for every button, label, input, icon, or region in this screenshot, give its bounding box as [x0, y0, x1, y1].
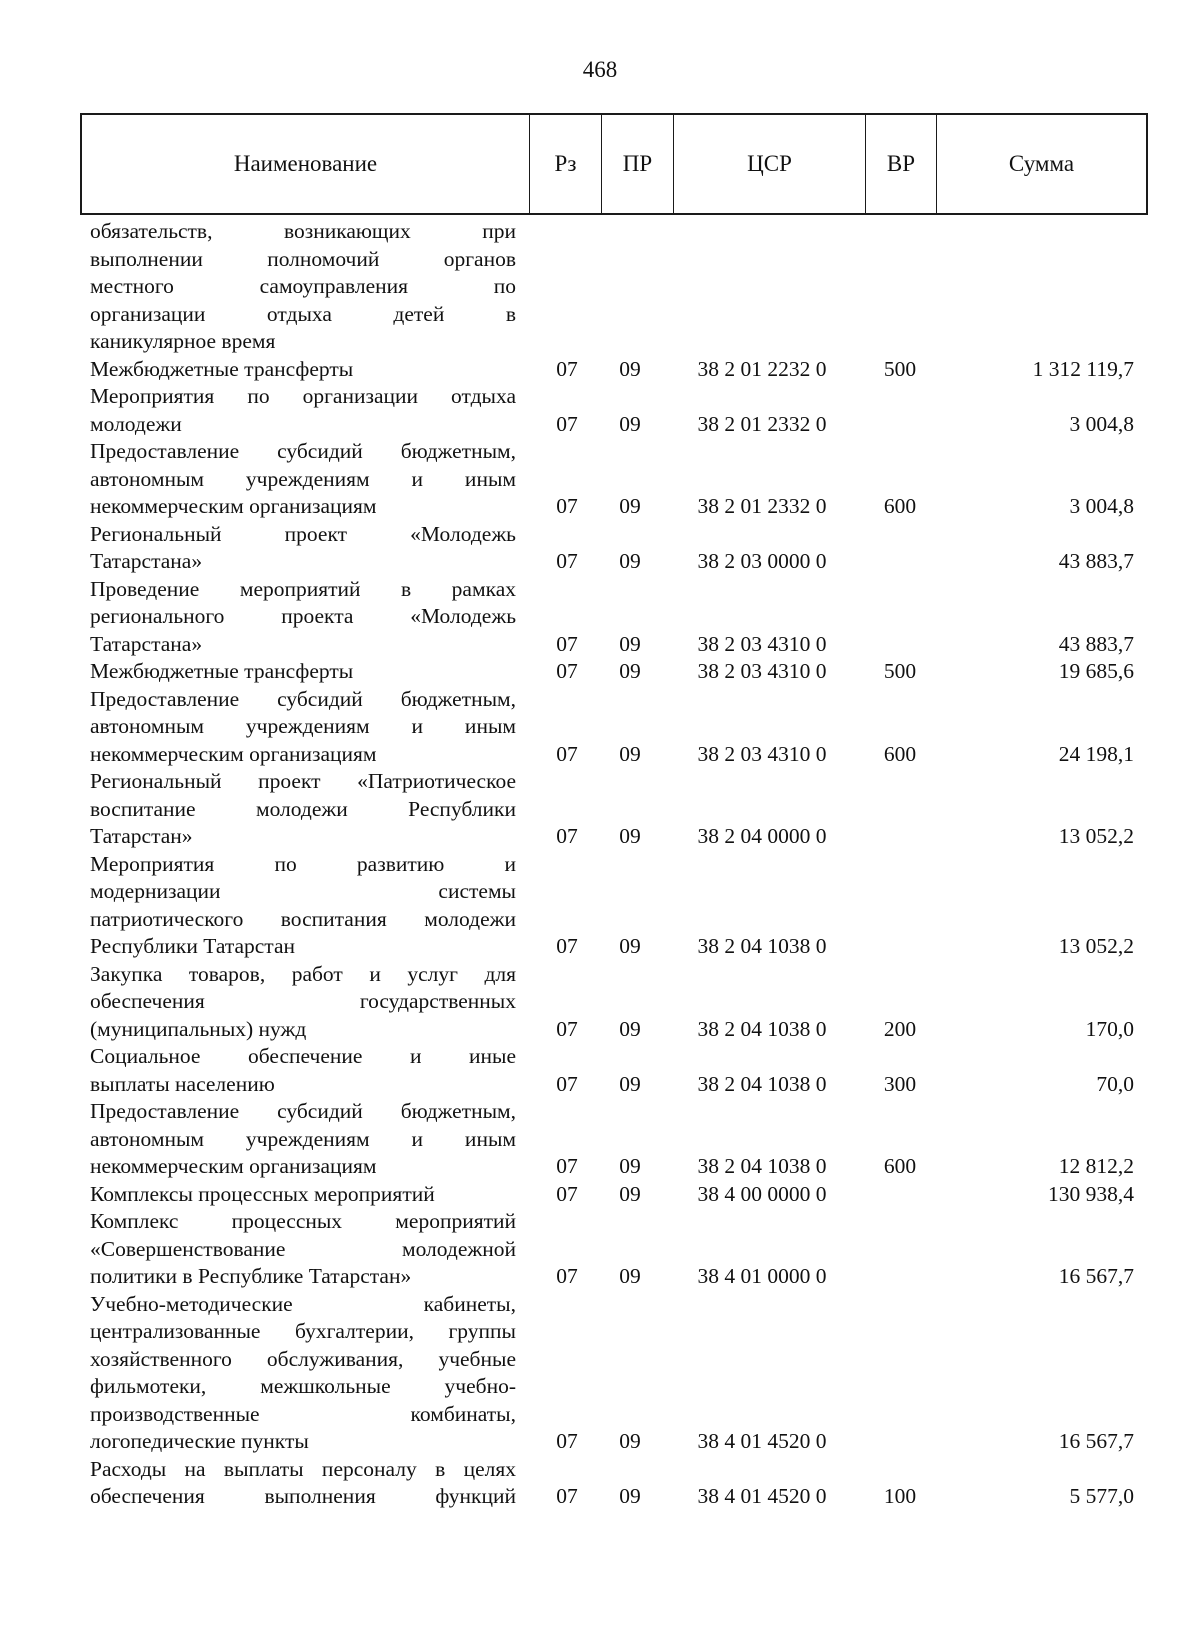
row-name-line: хозяйственного обслуживания, учебные: [90, 1346, 516, 1371]
row-name-line: Татарстан»: [90, 824, 193, 848]
row-sum: 3 004,8: [1069, 411, 1134, 436]
row-rz: 07: [556, 1429, 578, 1453]
row-pr: 09: [619, 741, 641, 766]
row-csr: 38 2 03 4310 0: [697, 659, 827, 683]
row-name-line: Региональный проект «Молодежь: [90, 521, 516, 546]
row-name: [90, 218, 516, 356]
row-pr: 09: [619, 1264, 641, 1288]
row-name-line: (муниципальных) нужд: [90, 1016, 307, 1041]
table-body: [90, 218, 1140, 1511]
row-name: [90, 1098, 516, 1181]
row-name-line: фильмотеки, межшкольные учебно-: [90, 1374, 516, 1398]
row-pr: 09: [619, 824, 641, 848]
row-name-line: логопедические пункты: [90, 1429, 309, 1453]
page-number: 468: [582, 57, 618, 82]
row-pr: 09: [619, 1484, 641, 1508]
row-name: [90, 961, 516, 1044]
header-pr: ПР: [602, 115, 674, 213]
row-name-line: некоммерческим организациям: [90, 1154, 377, 1178]
row-sum: 43 883,7: [1058, 549, 1134, 573]
row-name-line: местного самоуправления по: [90, 274, 516, 298]
row-rz: 07: [556, 494, 578, 518]
row-rz: 07: [556, 411, 578, 436]
row-csr: 38 2 01 2332 0: [697, 411, 827, 436]
row-name-line: Татарстана»: [90, 631, 203, 656]
row-pr: 09: [619, 1181, 641, 1206]
row-pr: 09: [619, 356, 641, 381]
row-name-line: обеспечения выполнения функций: [90, 1484, 516, 1508]
row-name-line: «Совершенствование молодежной: [90, 1236, 516, 1261]
row-name-line: Татарстана»: [90, 549, 203, 573]
row-pr: 09: [619, 1071, 641, 1096]
row-rz: 07: [556, 934, 578, 958]
row-name-line: Предоставление субсидий бюджетным,: [90, 686, 516, 711]
row-name: [90, 1043, 516, 1098]
row-name-line: Межбюджетные трансферты: [90, 356, 354, 381]
table-row: [90, 1043, 1140, 1098]
row-csr: 38 4 01 0000 0: [697, 1264, 827, 1288]
row-vr: 300: [883, 1071, 917, 1096]
table-row: [90, 438, 1140, 521]
row-pr: 09: [619, 1154, 641, 1178]
row-name: [90, 851, 516, 961]
row-vr: 600: [883, 494, 917, 518]
row-rz: 07: [556, 1484, 578, 1508]
row-name-line: регионального проекта «Молодежь: [90, 604, 516, 628]
row-name-line: Межбюджетные трансферты: [90, 659, 354, 683]
row-sum: 16 567,7: [1058, 1264, 1134, 1288]
row-name-line: выполнении полномочий органов: [90, 246, 516, 271]
row-sum: 13 052,2: [1058, 934, 1134, 958]
row-name-line: Республики Татарстан: [90, 934, 296, 958]
row-name-line: обязательств, возникающих при: [90, 219, 516, 243]
table-row: [90, 1291, 1140, 1456]
row-name-line: Социальное обеспечение и иные: [90, 1044, 516, 1068]
row-vr: 500: [883, 659, 917, 683]
row-name-line: Проведение мероприятий в рамках: [90, 576, 516, 601]
row-name-line: централизованные бухгалтерии, группы: [90, 1319, 516, 1343]
row-rz: 07: [556, 824, 578, 848]
row-csr: 38 2 03 4310 0: [697, 631, 827, 656]
row-name-line: автономным учреждениям и иным: [90, 466, 516, 491]
row-rz: 07: [556, 549, 578, 573]
row-rz: 07: [556, 741, 578, 766]
row-csr: 38 2 04 1038 0: [697, 1071, 827, 1096]
table-row: [90, 961, 1140, 1044]
row-rz: 07: [556, 659, 578, 683]
row-name-line: Учебно-методические кабинеты,: [90, 1291, 516, 1316]
row-name-line: патриотического воспитания молодежи: [90, 906, 516, 931]
table-row: [90, 383, 1140, 438]
table-row: [90, 851, 1140, 961]
row-sum: 3 004,8: [1069, 494, 1134, 518]
row-name-line: каникулярное время: [90, 329, 276, 353]
table-row: [90, 576, 1140, 659]
header-vr: ВР: [866, 115, 937, 213]
table-row: [90, 768, 1140, 851]
row-name-line: Мероприятия по организации отдыха: [90, 384, 516, 408]
row-rz: 07: [556, 1264, 578, 1288]
row-name: [90, 576, 516, 659]
row-name: [90, 1291, 516, 1456]
row-name-line: автономным учреждениям и иным: [90, 714, 516, 738]
row-name-line: молодежи: [90, 411, 182, 436]
row-name: [90, 686, 516, 769]
table-row: [90, 1181, 1140, 1209]
row-name-line: Комплексы процессных мероприятий: [90, 1181, 435, 1206]
row-sum: 13 052,2: [1058, 824, 1134, 848]
header-name: Наименование: [82, 115, 530, 213]
table-header: [80, 113, 1148, 215]
row-name: [90, 658, 516, 686]
row-name: [90, 1456, 516, 1511]
row-vr: 200: [883, 1016, 917, 1041]
row-vr: 600: [883, 1154, 917, 1178]
row-name-line: воспитание молодежи Республики: [90, 796, 516, 821]
row-name-line: организации отдыха детей в: [90, 301, 516, 326]
row-rz: 07: [556, 1154, 578, 1178]
row-name-line: некоммерческим организациям: [90, 741, 377, 766]
table-row: [90, 521, 1140, 576]
row-pr: 09: [619, 631, 641, 656]
row-name-line: выплаты населению: [90, 1071, 275, 1096]
row-pr: 09: [619, 1016, 641, 1041]
row-csr: 38 4 01 4520 0: [697, 1429, 827, 1453]
row-pr: 09: [619, 934, 641, 958]
row-sum: 43 883,7: [1058, 631, 1134, 656]
row-pr: 09: [619, 411, 641, 436]
row-csr: 38 2 04 1038 0: [697, 1154, 827, 1178]
row-name-line: обеспечения государственных: [90, 989, 516, 1013]
header-csr: ЦСР: [674, 115, 866, 213]
row-csr: 38 2 01 2232 0: [697, 356, 827, 381]
row-name-line: производственные комбинаты,: [90, 1401, 516, 1426]
row-name-line: автономным учреждениям и иным: [90, 1126, 516, 1151]
row-rz: 07: [556, 1071, 578, 1096]
row-name: [90, 1208, 516, 1291]
row-sum: 70,0: [1096, 1071, 1134, 1096]
row-sum: 1 312 119,7: [1032, 356, 1134, 381]
row-name: [90, 356, 516, 384]
row-name-line: Мероприятия по развитию и: [90, 851, 516, 876]
row-name-line: Расходы на выплаты персоналу в целях: [90, 1456, 516, 1481]
header-sum: Сумма: [1008, 151, 1075, 176]
row-sum: 19 685,6: [1058, 659, 1134, 683]
row-name: [90, 1181, 516, 1209]
table-row: [90, 356, 1140, 384]
row-csr: 38 2 03 0000 0: [697, 549, 827, 573]
row-csr: 38 2 04 1038 0: [697, 1016, 827, 1041]
row-rz: 07: [556, 631, 578, 656]
row-sum: 5 577,0: [1069, 1484, 1134, 1508]
row-sum: 12 812,2: [1058, 1154, 1134, 1178]
table-row: [90, 1456, 1140, 1511]
header-rz: Рз: [530, 115, 602, 213]
row-rz: 07: [556, 1181, 578, 1206]
row-csr: 38 2 04 1038 0: [697, 934, 827, 958]
row-vr: 500: [883, 356, 917, 381]
table-row: [90, 1098, 1140, 1181]
row-name-line: модернизации системы: [90, 879, 516, 903]
row-csr: 38 2 03 4310 0: [697, 741, 827, 766]
row-name: [90, 383, 516, 438]
row-pr: 09: [619, 659, 641, 683]
row-name-line: Предоставление субсидий бюджетным,: [90, 1099, 516, 1123]
table-row: [90, 658, 1140, 686]
table-row: [90, 686, 1140, 769]
row-name-line: Комплекс процессных мероприятий: [90, 1209, 516, 1233]
row-name-line: Региональный проект «Патриотическое: [90, 769, 516, 793]
row-csr: 38 4 01 4520 0: [697, 1484, 827, 1508]
row-name: [90, 768, 516, 851]
row-name-line: некоммерческим организациям: [90, 494, 377, 518]
row-vr: 600: [883, 741, 917, 766]
row-pr: 09: [619, 494, 641, 518]
row-name: [90, 521, 516, 576]
row-sum: 130 938,4: [1048, 1181, 1134, 1206]
table-row: [90, 1208, 1140, 1291]
row-csr: 38 2 01 2332 0: [697, 494, 827, 518]
row-sum: 24 198,1: [1058, 741, 1134, 766]
row-pr: 09: [619, 1429, 641, 1453]
row-sum: 170,0: [1085, 1016, 1134, 1041]
row-name: [90, 438, 516, 521]
row-rz: 07: [556, 1016, 578, 1041]
row-csr: 38 4 00 0000 0: [697, 1181, 827, 1206]
table-row: [90, 218, 1140, 356]
row-name-line: политики в Республике Татарстан»: [90, 1264, 412, 1288]
row-rz: 07: [556, 356, 578, 381]
row-name-line: Закупка товаров, работ и услуг для: [90, 961, 516, 986]
row-vr: 100: [883, 1484, 917, 1508]
row-sum: 16 567,7: [1058, 1429, 1134, 1453]
row-csr: 38 2 04 0000 0: [697, 824, 827, 848]
row-name-line: Предоставление субсидий бюджетным,: [90, 439, 516, 463]
row-pr: 09: [619, 549, 641, 573]
